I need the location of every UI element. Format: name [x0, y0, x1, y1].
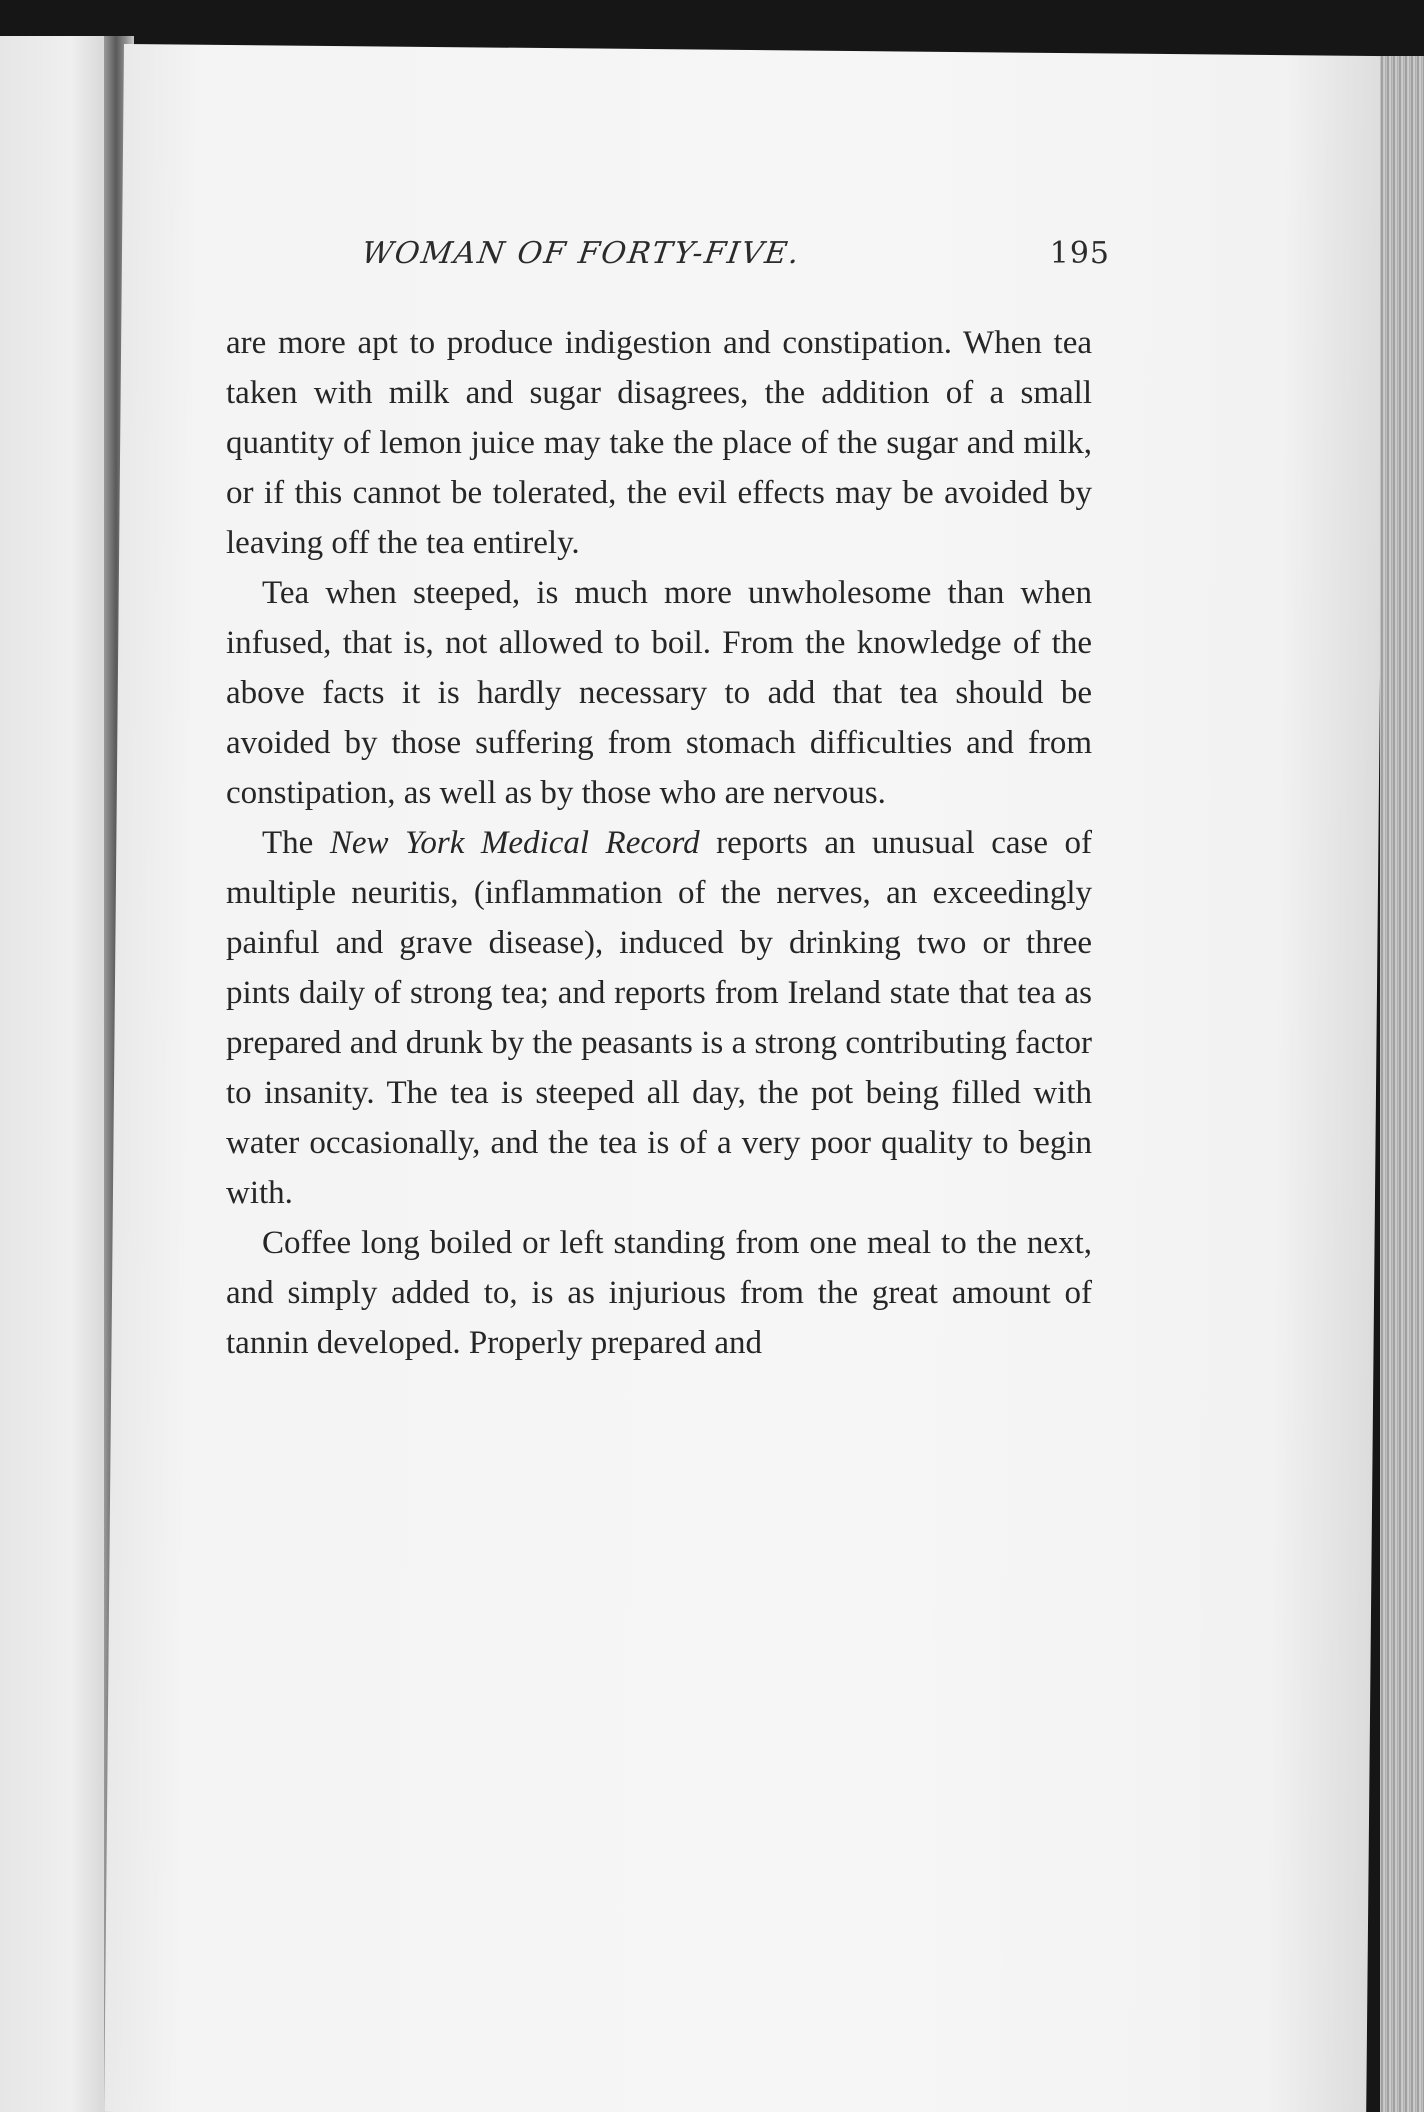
facing-page-edge — [0, 36, 118, 2112]
journal-title: New York Medical Record — [329, 825, 700, 861]
running-title: WOMAN OF FORTY-FIVE. — [359, 236, 803, 271]
paragraph-continued: are more apt to produce indigestion and constipation. When tea taken with milk and sugar disagrees, the addition of a small quantity of lemon juice may take the place of the sugar and milk, or if this cannot be tolerated, the evil effects may be avoided by leaving off the tea entirely. — [226, 325, 1092, 561]
page-stack-edge — [1380, 56, 1424, 2112]
body-text — [226, 318, 1092, 1368]
paragraph-coffee: Coffee long boiled or left standing from one meal to the next, and simply added to, is as injurious from the great amount of tannin developed. Properly prepared and — [226, 1225, 1092, 1361]
paragraph-body-text: reports an unusual case of multiple neuritis, (inflammation of the nerves, an exceedingly painful and grave disease), induced by drinking two or three pints daily of strong tea; and reports from Ireland state that tea as prepared and drunk by the peasants is a strong contributing factor to insanity. The tea is steeped all day, the pot being filled with water occasionally, and the tea is of a very poor quality to begin with. — [226, 825, 1093, 1211]
paragraph-medical-record — [226, 818, 1092, 1218]
page-number: 195 — [1049, 236, 1110, 271]
paragraph-tea-steeped: Tea when steeped, is much more unwholesome than when infused, that is, not allowed to boil. From the knowledge of the above facts it is hardly necessary to add that tea should be avoided by those suffering from stomach difficulties and from constipation, as well as by those who are nervous. — [226, 575, 1092, 811]
paragraph-lead-text: The — [262, 825, 330, 861]
